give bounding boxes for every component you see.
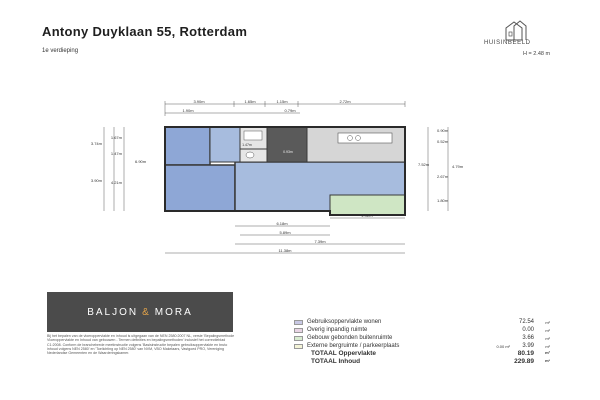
total-value: 80.19	[517, 350, 534, 357]
total-area-row	[294, 350, 550, 358]
floor-label: 1e verdieping	[42, 48, 79, 54]
legend-unit: m²	[545, 335, 550, 341]
total-unit: m³	[545, 358, 550, 363]
brand-left: BALJON	[87, 306, 139, 318]
dim-left-inner-2: 1.47m	[110, 151, 122, 156]
brand-logo	[47, 292, 233, 332]
dim-bottom-3: 7.39m	[314, 239, 326, 244]
total-unit: m²	[545, 350, 550, 355]
dim-left-inner-1: 1.67m	[110, 135, 122, 140]
dim-right-inner-4: 1.80m	[437, 198, 449, 203]
kitchen-counter	[338, 133, 392, 143]
dim-right-inner-2: 0.52m	[437, 139, 449, 144]
legend-swatch-icon	[294, 336, 303, 341]
dim-right-inner-1: 0.90m	[437, 128, 449, 133]
bedroom-bottom	[165, 165, 235, 211]
dim-top-2: 1.65m	[244, 99, 256, 104]
brand-amp: &	[142, 306, 151, 318]
total-label: TOTAAL Oppervlakte	[311, 350, 377, 357]
dim-left-outer-1: 3.74m	[90, 141, 102, 146]
legend-label: Externe bergruimte / parkeerplaats	[307, 343, 400, 349]
area-legend	[294, 318, 550, 366]
dim-left-inner-3: 4.21m	[110, 180, 122, 185]
dim-left-mid: 6.90m	[135, 159, 147, 164]
disclaimer: Bij het bepalen van de vloeroppervlakte en inhoud is uitgegaan van de NEN 2580:2007 NL, versie 'Bepalingsmethode Vloeroppervlakte en Inhoud van gebouwen - Termen definities en bepalingsmethoden' inclusief het correctieblad C1:2008. Conform de branchebrede meetinstructie volgens 'Basisinstructie bepalen gebruiksoppervlakte en bruto inhoud volgens NEN 2580' en 'Toelichting op NEN 2580' van NVM, VBO Makelaars, Vastgoed PRO, Vereniging Nederlandse Gemeenten en de Waarderingskamer.	[47, 334, 235, 356]
legend-unit: m²	[545, 343, 550, 349]
legend-row	[294, 318, 550, 326]
legend-row	[294, 342, 550, 350]
dim-top-1: 3.90m	[193, 99, 205, 104]
dim-bottom-2: 5.89m	[279, 230, 291, 235]
brand-right: MORA	[154, 306, 193, 318]
dim-right-outer-1: 7.52m	[418, 162, 430, 167]
total-label: TOTAAL Inhoud	[311, 358, 361, 365]
legend-swatch-icon	[294, 328, 303, 333]
legend-value: 3.66	[522, 335, 534, 341]
legend-label: Gebruiksoppervlakte wonen	[307, 319, 382, 325]
ceiling-height: H = 2.48 m	[523, 51, 551, 57]
legend-extra: 0.00 m²	[496, 343, 510, 349]
bedroom-top	[165, 127, 210, 165]
dim-closet: 1.47m	[242, 143, 252, 147]
dim-bottom-1: 6.18m	[276, 221, 288, 226]
legend-unit: m²	[545, 327, 550, 333]
legend-unit: m²	[545, 319, 550, 325]
dim-balcony: 2.92m	[361, 213, 373, 218]
legend-row	[294, 334, 550, 342]
dim-top2-1: 1.90m	[182, 108, 194, 113]
page-title: Antony Duyklaan 55, Rotterdam	[42, 24, 248, 39]
storage-dark	[267, 127, 307, 162]
kitchen	[307, 127, 405, 162]
legend-value: 72.54	[518, 319, 534, 325]
dim-right-outer-2: 4.79m	[452, 164, 464, 169]
logo-text: HUISINBEELD	[484, 40, 531, 46]
legend-label: Gebouw gebonden buitenruimte	[307, 335, 393, 341]
legend-value: 0.00	[522, 327, 534, 333]
legend-value: 3.99	[522, 343, 534, 349]
legend-swatch-icon	[294, 344, 303, 349]
total-value: 229.89	[514, 358, 534, 365]
dim-top-3: 1.15m	[276, 99, 288, 104]
legend-label: Overig inpandig ruimte	[307, 327, 368, 333]
dim-left-outer-2: 3.90m	[90, 178, 102, 183]
legend-row	[294, 326, 550, 334]
legend-swatch-icon	[294, 320, 303, 325]
dim-top-4: 2.72m	[339, 99, 351, 104]
hall	[210, 127, 240, 162]
balcony	[330, 195, 405, 215]
dim-bottom-4: 11.38m	[278, 248, 292, 253]
dim-right-inner-3: 2.67m	[437, 174, 449, 179]
dim-small: 0.93m	[283, 150, 293, 154]
total-volume-row	[294, 358, 550, 366]
dim-top2-2: 0.79m	[284, 108, 296, 113]
